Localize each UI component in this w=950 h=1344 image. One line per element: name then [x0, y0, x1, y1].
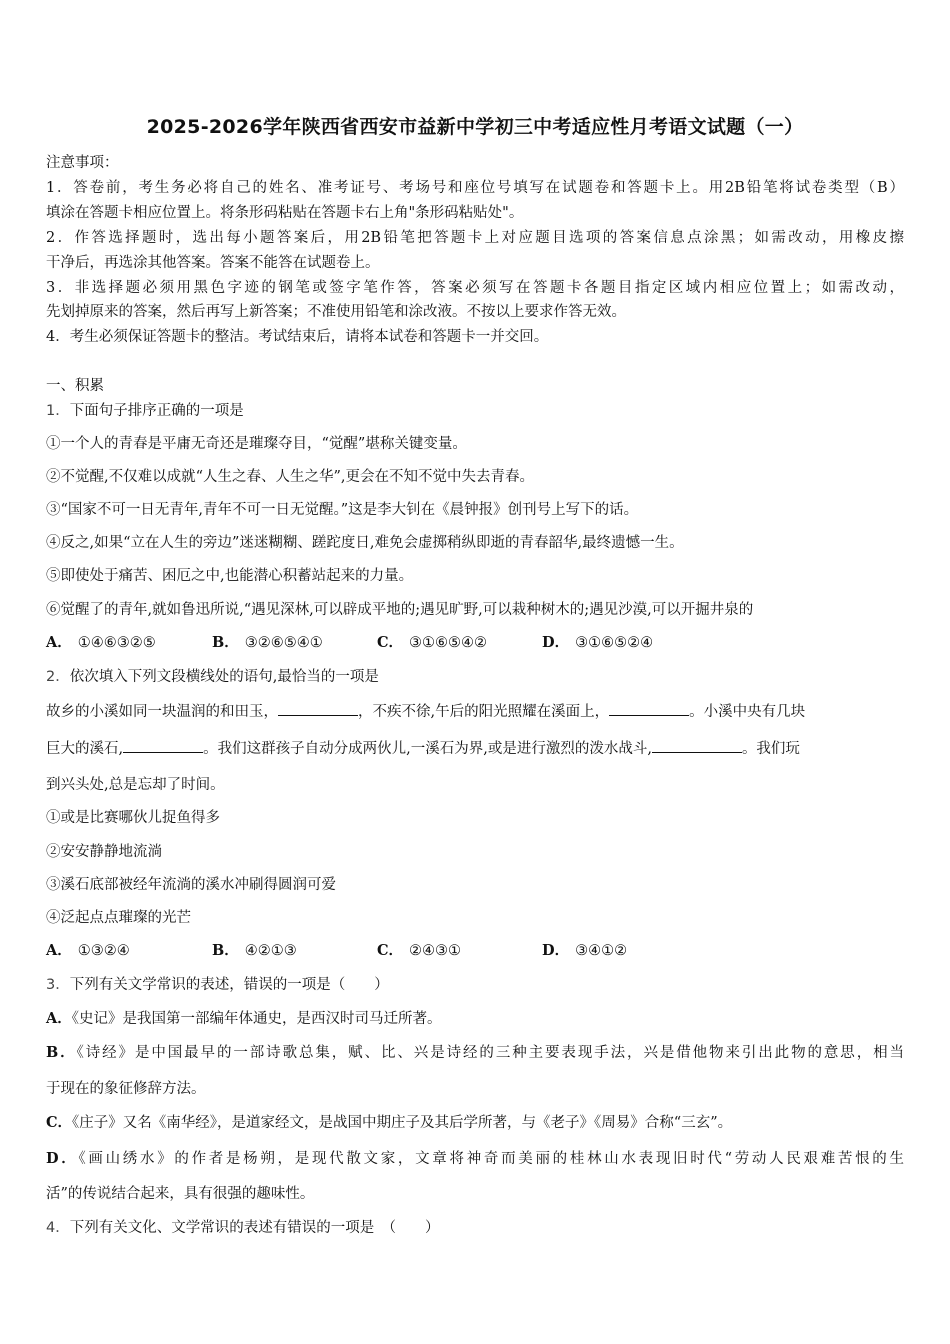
q1-item: ⑥觉醒了的青年,就如鲁迅所说,“遇见深林,可以辟成平地的;遇见旷野,可以栽种树木的;遇见沙漠,可以开掘井泉的	[46, 602, 754, 618]
notice-line: 填涂在答题卡相应位置上。将条形码粘贴在答题卡右上角"条形码粘贴处"。	[46, 205, 524, 221]
q2-option-c[interactable]	[377, 941, 461, 961]
notice-line: 干净后，再选涂其他答案。答案不能答在试题卷上。	[46, 255, 380, 271]
q2-option-d[interactable]	[542, 941, 627, 961]
passage-text: 。我们玩	[741, 741, 800, 757]
passage-text: 巨大的溪石,	[46, 741, 124, 757]
question-1-stem	[46, 401, 244, 421]
option-text: ①③②④	[77, 943, 130, 959]
passage-text: 故乡的小溪如同一块温润的和田玉，	[46, 704, 278, 720]
option-text: ③④①②	[575, 943, 628, 959]
q2-option-a[interactable]	[46, 941, 130, 961]
option-label: A．	[46, 1010, 72, 1027]
fill-blank	[278, 701, 358, 716]
q3-option-d-cont: 活”的传说结合起来，具有很强的趣味性。	[46, 1186, 315, 1202]
option-text: 《画山绣水》的作者是杨朔，是现代散文家，文章将神奇而美丽的桂林山水表现旧时代“劳动人民艰难苦恨的生	[78, 1151, 904, 1167]
option-text: ①④⑥③②⑤	[77, 635, 156, 651]
q2-passage-line: 到兴头处,总是忘却了时间。	[46, 777, 225, 793]
fill-blank	[652, 738, 742, 753]
question-4-stem	[46, 1218, 439, 1238]
option-label: A．	[46, 942, 72, 959]
q1-option-d[interactable]	[542, 633, 653, 653]
q1-item: ①一个人的青春是平庸无奇还是璀璨夺目，“觉醒”堪称关键变量。	[46, 436, 467, 452]
option-text: ③①⑥⑤④②	[409, 635, 488, 651]
question-number: 4．	[46, 1220, 70, 1236]
option-label: A．	[46, 634, 72, 651]
q3-option-d[interactable]	[46, 1149, 904, 1169]
question-number: 2．	[46, 669, 70, 685]
passage-text: 。小溪中央有几块	[689, 704, 806, 720]
passage-text: 。我们这群孩子自动分成两伙儿,一溪石为界,或是进行激烈的泼水战斗,	[203, 741, 652, 757]
question-3-stem	[46, 975, 389, 995]
option-text: 《诗经》是中国最早的一部诗歌总集，赋、比、兴是诗经的三种主要表现手法，兴是借他物来引出此物的意思，相当	[76, 1045, 905, 1061]
q1-item: ⑤即使处于痛苦、困厄之中,也能潜心积蓄站起来的力量。	[46, 568, 414, 584]
q1-option-c[interactable]	[377, 633, 487, 653]
q2-passage-line	[46, 701, 805, 722]
q2-option-b[interactable]	[212, 941, 297, 961]
q1-item: ③“国家不可一日无青年,青年不可一日无觉醒。”这是李大钊在《晨钟报》创刊号上写下的话。	[46, 502, 639, 518]
q2-passage-line	[46, 738, 800, 759]
option-text: ②④③①	[409, 943, 462, 959]
notice-line: 1．答卷前，考生务必将自己的姓名、准考证号、考场号和座位号填写在试题卷和答题卡上。用2B铅笔将试卷类型（B）	[46, 180, 904, 196]
question-number: 3．	[46, 977, 70, 993]
q3-option-c[interactable]	[46, 1113, 732, 1133]
notice-line: 4．考生必须保证答题卡的整洁。考试结束后，请将本试卷和答题卡一并交回。	[46, 329, 549, 345]
q2-item: ④泛起点点璀璨的光芒	[46, 910, 191, 926]
option-label: C．	[46, 1114, 73, 1131]
option-text: ③①⑥⑤②④	[575, 635, 654, 651]
q1-option-a[interactable]	[46, 633, 156, 653]
notice-line: 2．作答选择题时，选出每小题答案后，用2B铅笔把答题卡上对应题目选项的答案信息点涂黑；如需改动，用橡皮擦	[46, 230, 904, 246]
q3-option-a[interactable]	[46, 1009, 442, 1029]
page-title: 2025-2026学年陕西省西安市益新中学初三中考适应性月考语文试题（一）	[146, 116, 804, 138]
option-label: D．	[46, 1150, 79, 1167]
q2-item: ③溪石底部被经年流淌的溪水冲刷得圆润可爱	[46, 877, 336, 893]
question-text: 依次填入下列文段横线处的语句,最恰当的一项是	[69, 669, 379, 685]
section-heading: 一、积累	[46, 378, 104, 394]
question-2-stem	[46, 667, 379, 687]
question-text: 下列有关文学常识的表述，错误的一项是（ ）	[69, 977, 389, 993]
question-text: 下列有关文化、文学常识的表述有错误的一项是 （ ）	[69, 1220, 440, 1236]
q2-item: ①或是比赛哪伙儿捉鱼得多	[46, 810, 220, 826]
option-text: 《史记》是我国第一部编年体通史，是西汉时司马迁所著。	[71, 1011, 442, 1027]
notice-heading: 注意事项：	[46, 155, 119, 171]
option-text: 《庄子》又名《南华经》，是道家经文，是战国中期庄子及其后学所著，与《老子》《周易》合称“三玄”。	[72, 1115, 733, 1131]
fill-blank	[609, 701, 689, 716]
q1-item: ④反之,如果“立在人生的旁边”迷迷糊糊、蹉跎度日,难免会虚掷稍纵即逝的青春韶华,最终遗憾一生。	[46, 535, 684, 551]
q1-item: ②不觉醒,不仅难以成就“人生之春、人生之华”,更会在不知不觉中失去青春。	[46, 469, 535, 485]
q3-option-b[interactable]	[46, 1043, 904, 1063]
question-number: 1．	[46, 403, 70, 419]
notice-line: 先划掉原来的答案，然后再写上新答案；不准使用铅笔和涂改液。不按以上要求作答无效。	[46, 304, 626, 320]
option-text: ③②⑥⑤④①	[244, 635, 323, 651]
option-label: C．	[377, 942, 404, 959]
option-label: D．	[542, 942, 570, 959]
option-label: B．	[46, 1044, 77, 1061]
passage-text: ，不疾不徐,午后的阳光照耀在溪面上，	[358, 704, 610, 720]
fill-blank	[123, 738, 203, 753]
option-label: B．	[212, 942, 239, 959]
option-label: B．	[212, 634, 239, 651]
q3-option-b-cont: 于现在的象征修辞方法。	[46, 1081, 206, 1097]
option-label: D．	[542, 634, 570, 651]
q2-item: ②安安静静地流淌	[46, 844, 162, 860]
option-text: ④②①③	[244, 943, 297, 959]
option-label: C．	[377, 634, 404, 651]
notice-line: 3．非选择题必须用黑色字迹的钢笔或签字笔作答，答案必须写在答题卡各题目指定区域内相应位置上；如需改动，	[46, 280, 904, 296]
q1-option-b[interactable]	[212, 633, 323, 653]
question-text: 下面句子排序正确的一项是	[69, 403, 244, 419]
